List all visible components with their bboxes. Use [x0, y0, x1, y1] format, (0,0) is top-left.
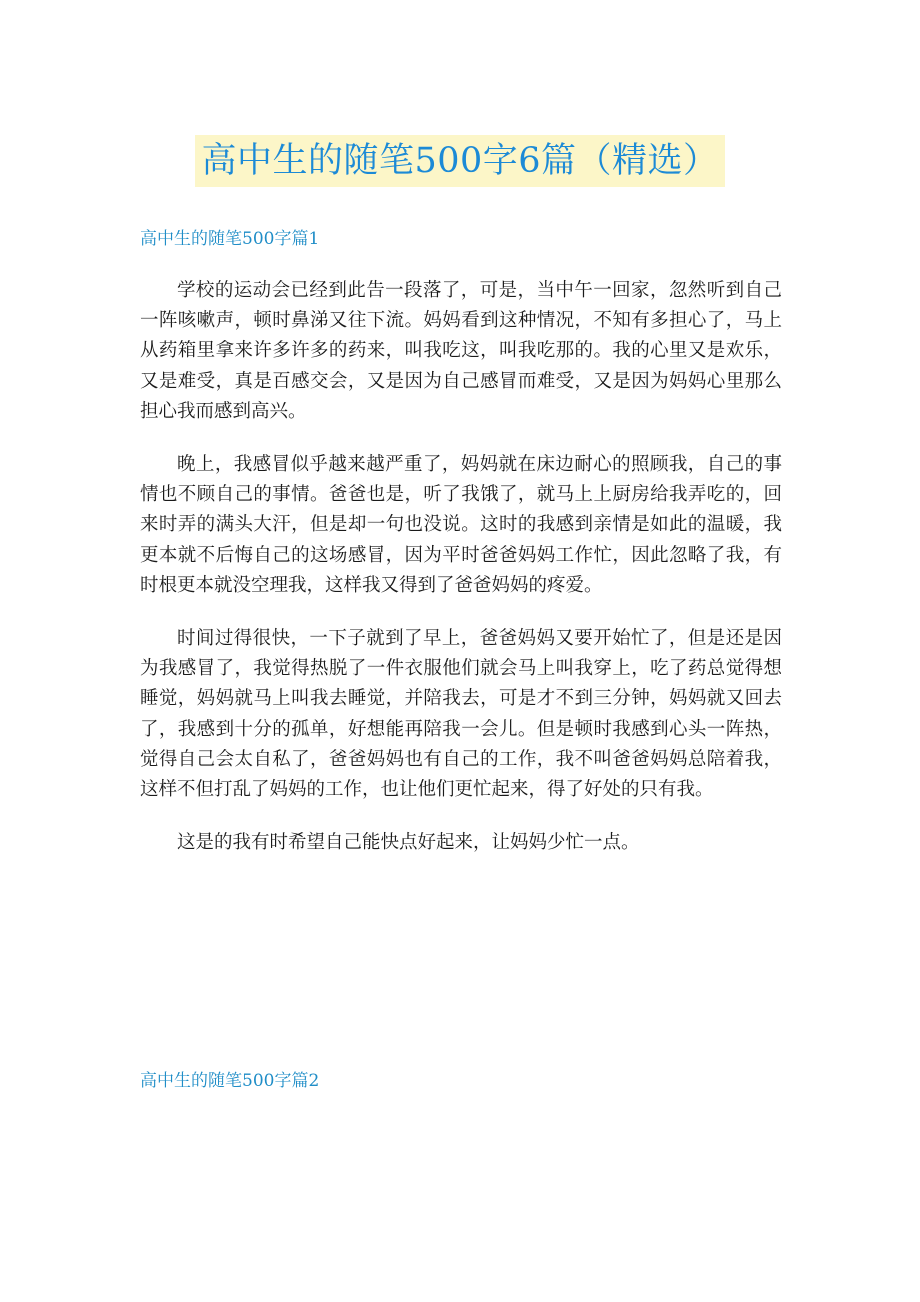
title-container: [0, 135, 920, 187]
paragraph-1: 学校的运动会已经到此告一段落了，可是，当中午一回家，忽然听到自己一阵咳嗽声，顿时鼻涕又往下流。妈妈看到这种情况，不知有多担心了，马上从药箱里拿来许多许多的药来，叫我吃这，叫我吃那的。我的心里又是欢乐，又是难受，真是百感交会，又是因为自己感冒而难受，又是因为妈妈心里那么担心我而感到高兴。: [140, 280, 782, 422]
section-1-body: [140, 276, 782, 881]
document-title: 高中生的随笔500字6篇（精选）: [195, 135, 724, 187]
paragraph-4: 这是的我有时希望自己能快点好起来，让妈妈少忙一点。: [177, 832, 640, 854]
paragraph-2: 晚上，我感冒似乎越来越严重了，妈妈就在床边耐心的照顾我，自己的事情也不顾自己的事情。爸爸也是，听了我饿了，就马上上厨房给我弄吃的，回来时弄的满头大汗，但是却一句也没说。这时的我感到亲情是如此的温暖，我更本就不后悔自己的这场感冒，因为平时爸爸妈妈工作忙，因此忽略了我，有时根更本就没空理我，这样我又得到了爸爸妈妈的疼爱。: [140, 454, 782, 596]
paragraph-3: 时间过得很快，一下子就到了早上，爸爸妈妈又要开始忙了，但是还是因为我感冒了，我觉得热脱了一件衣服他们就会马上叫我穿上，吃了药总觉得想睡觉，妈妈就马上叫我去睡觉，并陪我去，可是才不到三分钟，妈妈就又回去了，我感到十分的孤单，好想能再陪我一会儿。但是顿时我感到心头一阵热，觉得自己会太自私了，爸爸妈妈也有自己的工作，我不叫爸爸妈妈总陪着我，这样不但打乱了妈妈的工作，也让他们更忙起来，得了好处的只有我。: [140, 628, 782, 801]
section-heading-2: 高中生的随笔500字篇2: [140, 1071, 320, 1091]
section-heading-1: 高中生的随笔500字篇1: [140, 229, 320, 249]
